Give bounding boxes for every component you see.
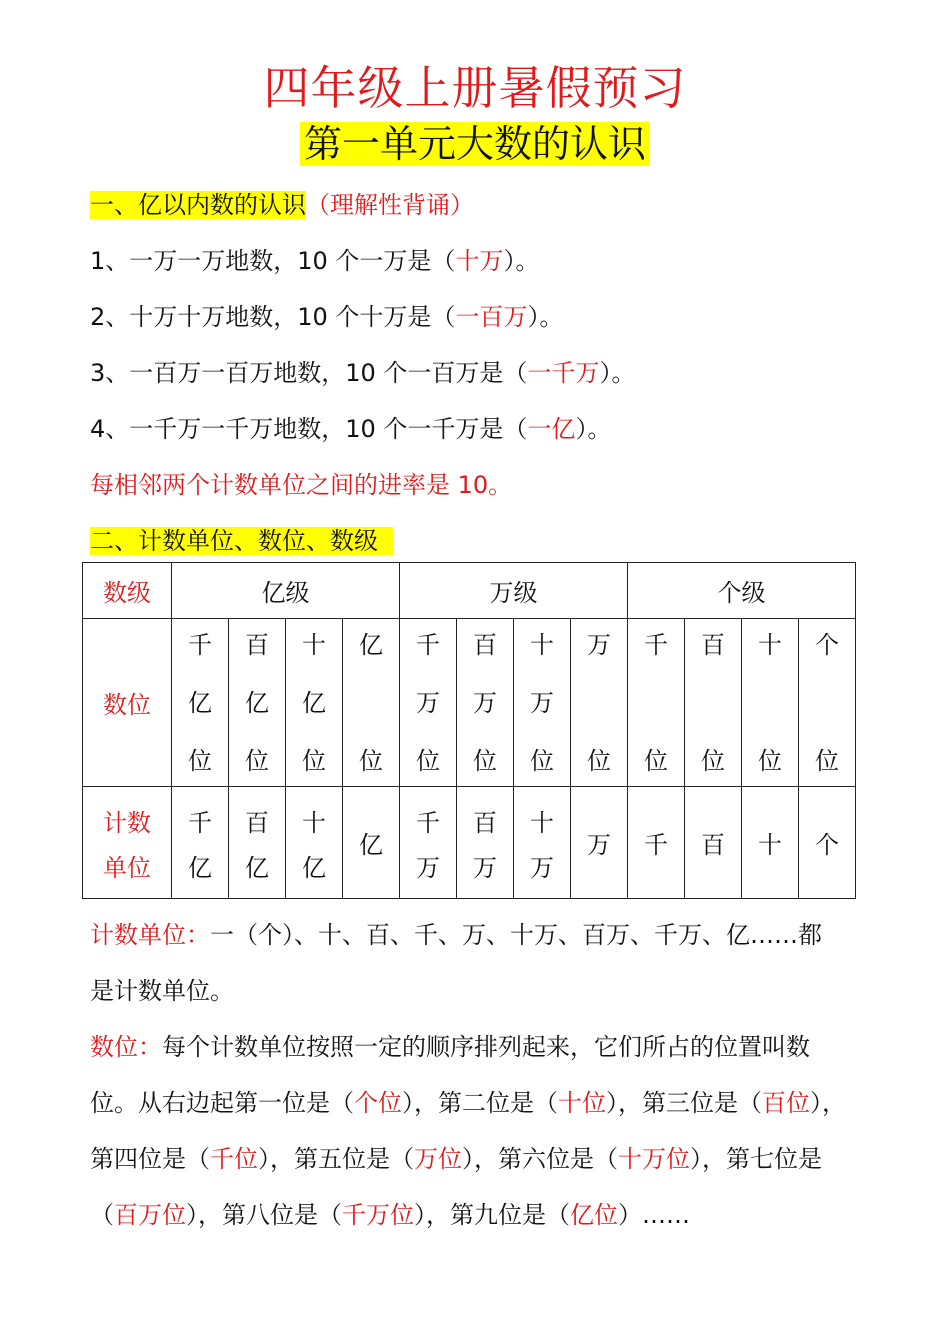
page-subtitle: [0, 118, 950, 178]
answer: 万位: [414, 1145, 462, 1173]
section1-item-1: [90, 244, 539, 278]
place-cell: [343, 619, 400, 787]
level-wan: 万级: [400, 563, 628, 619]
answer: 千位: [210, 1145, 258, 1173]
text: ），第二位是（: [402, 1089, 558, 1117]
place-cell: [457, 619, 514, 787]
item-text: 3、一百万一百万地数，10 个一百万是（: [90, 359, 528, 387]
place-cell: [799, 619, 856, 787]
unit-char: 万: [473, 853, 497, 882]
answer: 百位: [762, 1089, 810, 1117]
place-char: 亿: [359, 630, 383, 659]
unit-def-label: 计数单位：: [90, 921, 210, 949]
unit-cell: [172, 787, 229, 899]
row-label-level: 数级: [83, 563, 172, 619]
answer: 个位: [354, 1089, 402, 1117]
place-char: 万: [473, 688, 497, 717]
place-char: 亿: [302, 688, 326, 717]
place-char: 位: [701, 746, 725, 775]
unit-cell: [742, 787, 799, 899]
unit-char: 百: [245, 808, 269, 837]
text: ），第六位是（: [462, 1145, 618, 1173]
unit-char: 亿: [302, 853, 326, 882]
place-char: 百: [701, 630, 725, 659]
section1-item-2: [90, 300, 563, 334]
place-char: 位: [416, 746, 440, 775]
answer: 十位: [558, 1089, 606, 1117]
place-char: 位: [359, 746, 383, 775]
place-definition-line1: [90, 1030, 810, 1064]
place-char: 位: [302, 746, 326, 775]
place-char: 百: [245, 630, 269, 659]
place-char: 十: [302, 630, 326, 659]
text: ），第三位是（: [606, 1089, 762, 1117]
row-label-unit: [83, 787, 172, 899]
item-text-end: ）。: [503, 247, 540, 275]
unit-label-line1: 计数: [103, 808, 151, 837]
section2-heading: [90, 524, 393, 558]
unit-cell: [343, 787, 400, 899]
unit-definition-line1: [90, 918, 822, 952]
place-def-label: 数位：: [90, 1033, 162, 1061]
place-cell: [400, 619, 457, 787]
place-char: 位: [644, 746, 668, 775]
item-answer: 一千万: [527, 359, 600, 387]
place-char: 位: [473, 746, 497, 775]
section1-item-3: [90, 356, 635, 390]
item-text-end: ）。: [527, 303, 564, 331]
place-char: 亿: [188, 688, 212, 717]
unit-cell: [457, 787, 514, 899]
place-char: 千: [644, 630, 668, 659]
place-cell: [172, 619, 229, 787]
text: 第四位是（: [90, 1145, 210, 1173]
unit-cell: [229, 787, 286, 899]
text: ）……: [618, 1201, 690, 1229]
unit-char: 千: [188, 808, 212, 837]
item-text: 2、十万十万地数，10 个十万是（: [90, 303, 456, 331]
unit-char: 千: [644, 831, 668, 859]
place-char: 万: [587, 630, 611, 659]
place-char: 位: [530, 746, 554, 775]
text: （: [90, 1201, 114, 1229]
unit-char: 亿: [188, 853, 212, 882]
unit-char: 千: [416, 808, 440, 837]
item-text-end: ）。: [575, 415, 612, 443]
unit-definition-line2: 是计数单位。: [90, 977, 234, 1005]
place-cell: [628, 619, 685, 787]
text: ），第五位是（: [258, 1145, 414, 1173]
place-row: [83, 619, 856, 787]
text: ），第七位是: [690, 1145, 822, 1173]
level-yi: 亿级: [172, 563, 400, 619]
unit-char: 万: [587, 831, 611, 859]
section2-title: 二、计数单位、数位、数级: [90, 527, 378, 555]
place-cell: [571, 619, 628, 787]
place-def-text: 每个计数单位按照一定的顺序排列起来，它们所占的位置叫数: [162, 1033, 810, 1061]
unit-char: 个: [815, 831, 839, 859]
unit-char: 万: [530, 853, 554, 882]
unit-cell: [514, 787, 571, 899]
row-label-place: 数位: [83, 619, 172, 787]
unit-char: 亿: [245, 853, 269, 882]
unit-char: 百: [473, 808, 497, 837]
place-char: 个: [815, 630, 839, 659]
unit-cell: [400, 787, 457, 899]
place-definition-line4: [90, 1198, 690, 1232]
text: ），第九位是（: [414, 1201, 570, 1229]
level-ge: 个级: [628, 563, 856, 619]
subtitle-text: 第一单元大数的认识: [300, 122, 650, 166]
place-char: 十: [758, 630, 782, 659]
place-char: 亿: [245, 688, 269, 717]
place-cell: [685, 619, 742, 787]
item-text-end: ）。: [599, 359, 636, 387]
text: ），: [810, 1089, 846, 1117]
place-char: 百: [473, 630, 497, 659]
section1-rule: 每相邻两个计数单位之间的进率是 10。: [90, 471, 513, 499]
text: ），第八位是（: [186, 1201, 342, 1229]
place-char: 位: [245, 746, 269, 775]
place-char: 万: [530, 688, 554, 717]
unit-char: 十: [302, 808, 326, 837]
place-char: 十: [530, 630, 554, 659]
answer: 十万位: [618, 1145, 690, 1173]
place-cell: [742, 619, 799, 787]
unit-char: 十: [530, 808, 554, 837]
level-row: [83, 563, 856, 619]
unit-def-text: 一（个）、十、百、千、万、十万、百万、千万、亿……都: [210, 921, 822, 949]
place-char: 位: [815, 746, 839, 775]
unit-cell: [628, 787, 685, 899]
unit-char: 十: [758, 831, 782, 859]
unit-cell: [286, 787, 343, 899]
place-definition-line3: [90, 1142, 822, 1176]
place-cell: [514, 619, 571, 787]
page-title: 四年级上册暑假预习: [263, 61, 687, 115]
place-char: 位: [758, 746, 782, 775]
place-cell: [286, 619, 343, 787]
unit-cell: [799, 787, 856, 899]
unit-label-line2: 单位: [103, 853, 151, 882]
place-char: 千: [416, 630, 440, 659]
unit-char: 亿: [359, 831, 383, 859]
section1-title: 一、亿以内数的认识: [90, 191, 306, 219]
answer: 百万位: [114, 1201, 186, 1229]
unit-row: [83, 787, 856, 899]
section1-item-4: [90, 412, 611, 446]
item-answer: 一百万: [455, 303, 528, 331]
item-answer: 十万: [455, 247, 504, 275]
section1-heading: [90, 188, 474, 222]
place-char: 位: [188, 746, 212, 775]
place-char: 千: [188, 630, 212, 659]
unit-cell: [685, 787, 742, 899]
place-value-table: [82, 562, 856, 899]
section1-note: （理解性背诵）: [306, 191, 474, 219]
text: 位。从右边起第一位是（: [90, 1089, 354, 1117]
item-answer: 一亿: [527, 415, 576, 443]
place-char: 万: [416, 688, 440, 717]
place-cell: [229, 619, 286, 787]
answer: 千万位: [342, 1201, 414, 1229]
item-text: 1、一万一万地数，10 个一万是（: [90, 247, 456, 275]
item-text: 4、一千万一千万地数，10 个一千万是（: [90, 415, 528, 443]
unit-char: 百: [701, 831, 725, 859]
unit-char: 万: [416, 853, 440, 882]
answer: 亿位: [570, 1201, 618, 1229]
place-char: 位: [587, 746, 611, 775]
unit-cell: [571, 787, 628, 899]
place-definition-line2: [90, 1086, 846, 1120]
